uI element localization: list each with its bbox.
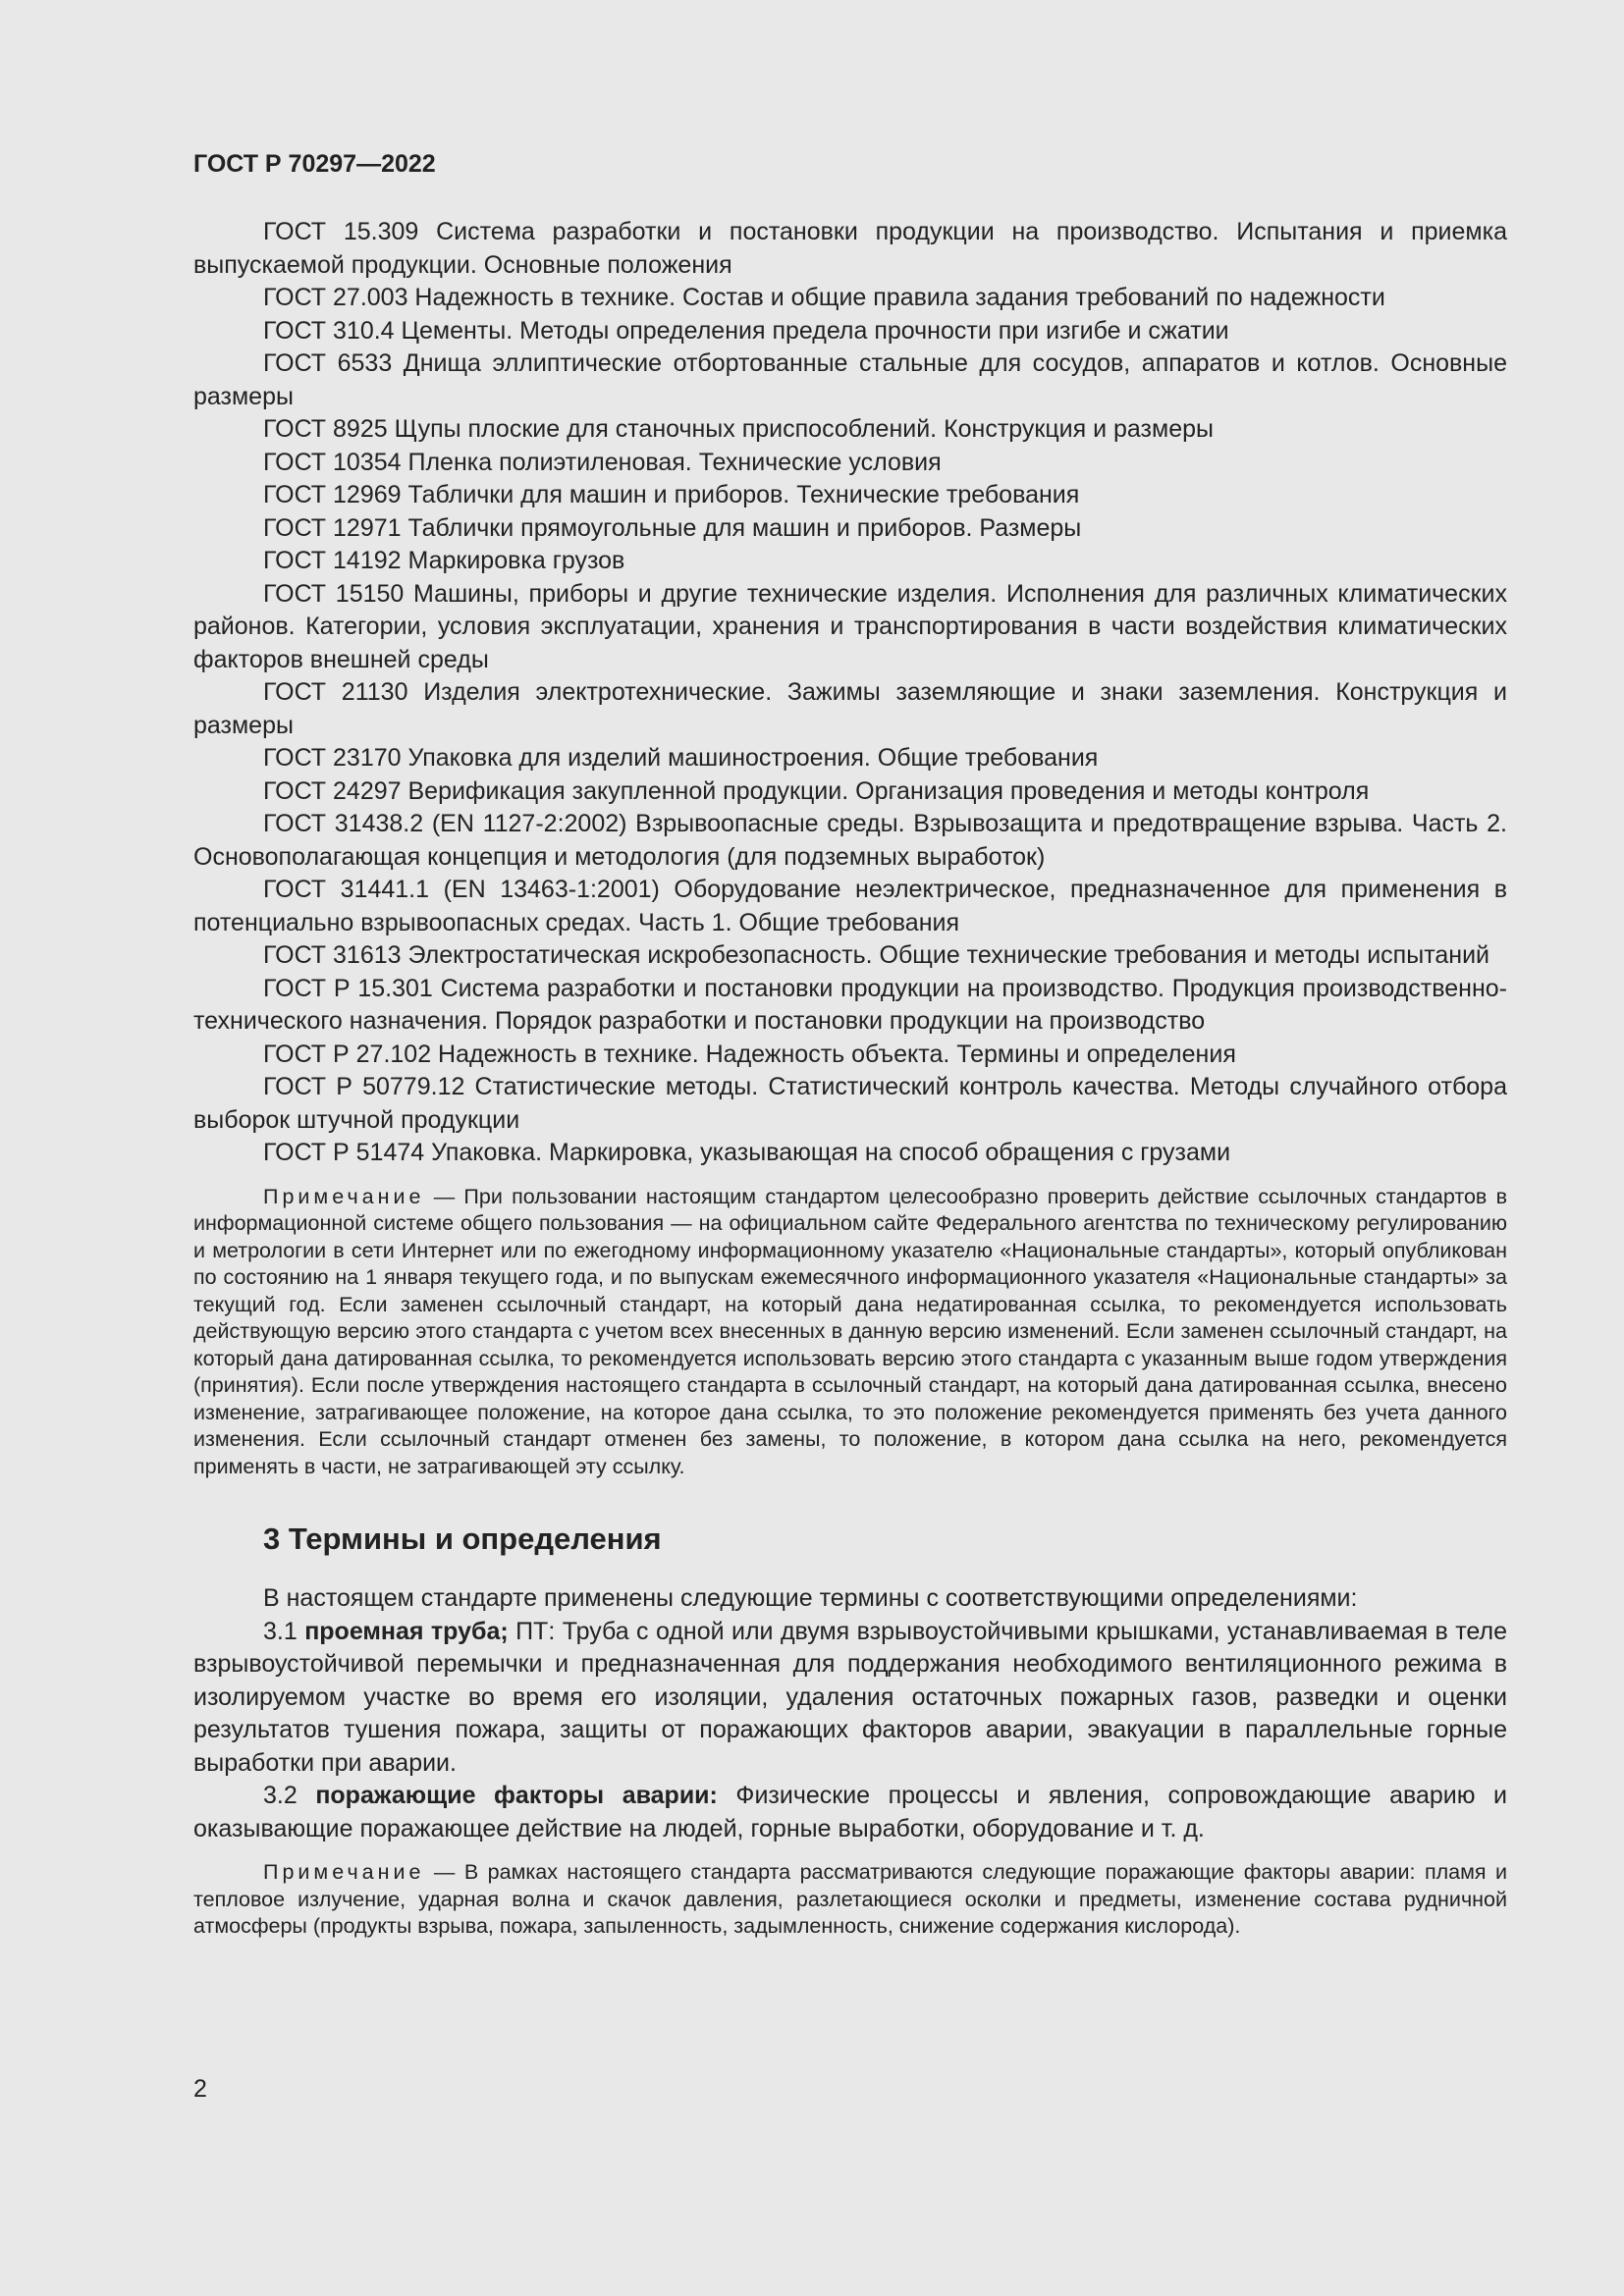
- page-number: 2: [193, 2075, 207, 2103]
- reference-item: ГОСТ 6533 Днища эллиптические отбортованные стальные для сосудов, аппаратов и котлов. Основные размеры: [193, 349, 1507, 410]
- reference-item: ГОСТ Р 15.301 Система разработки и постановки продукции на производство. Продукция производственно-технического назначения. Порядок разработки и постановки продукции на производство: [193, 974, 1507, 1035]
- term-number: 3.2: [263, 1782, 316, 1809]
- reference-item: ГОСТ 31438.2 (EN 1127-2:2002) Взрывоопасные среды. Взрывозащита и предотвращение взрыва. Часть 2. Основополагающая концепция и методология (для подземных выработок): [193, 810, 1507, 871]
- reference-item: ГОСТ 15150 Машины, приборы и другие технические изделия. Исполнения для различных климатических районов. Категории, условия эксплуатации, хранения и транспортирования в части воздействия климатических факторов внешней среды: [193, 579, 1507, 673]
- term-entry: [193, 1780, 1507, 1845]
- reference-item: ГОСТ 14192 Маркировка грузов: [263, 547, 625, 574]
- references-note: [193, 1184, 1507, 1481]
- reference-item: ГОСТ 12971 Таблички прямоугольные для машин и приборов. Размеры: [263, 513, 1082, 542]
- normative-references-list: [193, 216, 1507, 1170]
- document-page: [193, 147, 1507, 1941]
- reference-item: ГОСТ 12969 Таблички для машин и приборов. Технические требования: [263, 481, 1080, 508]
- term-number: 3.1: [263, 1617, 305, 1645]
- term-note: [193, 1859, 1507, 1941]
- reference-item: ГОСТ Р 27.102 Надежность в технике. Надежность объекта. Термины и определения: [263, 1040, 1236, 1068]
- reference-item: ГОСТ Р 50779.12 Статистические методы. Статистический контроль качества. Методы случайного отбора выборок штучной продукции: [193, 1073, 1507, 1134]
- term-definition: Физические процессы и явления, сопровождающие аварию и оказывающие поражающее действие на людей, горные выработки, оборудование и т. д.: [193, 1782, 1508, 1842]
- note-label: Примечание: [263, 1860, 425, 1884]
- term-definition: ПТ: Труба с одной или двумя взрывоустойчивыми крышками, устанавливаемая в теле взрывоустойчивой перемычки и предназначенная для поддержания необходимого вентиляционного режима в изолируемом участке во время его изоляции, удаления остаточных пожарных газов, разведки и оценки результатов тушения пожара, защиты от поражающих факторов аварии, эвакуации в параллельные горные выработки при аварии.: [193, 1617, 1507, 1777]
- reference-item: ГОСТ 27.003 Надежность в технике. Состав и общие правила задания требований по надежности: [263, 284, 1385, 311]
- terms-intro: В настоящем стандарте применены следующие термины с соответствующими определениями:: [263, 1584, 1358, 1612]
- reference-item: ГОСТ 31613 Электростатическая искробезопасность. Общие технические требования и методы испытаний: [263, 941, 1489, 969]
- reference-item: ГОСТ 8925 Щупы плоские для станочных приспособлений. Конструкция и размеры: [263, 415, 1214, 443]
- term-name: проемная труба;: [304, 1617, 509, 1645]
- reference-item: ГОСТ 310.4 Цементы. Методы определения предела прочности при изгибе и сжатии: [263, 316, 1229, 345]
- reference-item: ГОСТ 31441.1 (EN 13463-1:2001) Оборудование неэлектрическое, предназначенное для применения в потенциально взрывоопасных средах. Часть 1. Общие требования: [193, 876, 1507, 936]
- term-name: поражающие факторы аварии:: [315, 1782, 718, 1809]
- note-label: Примечание: [263, 1184, 425, 1208]
- note-text: — При пользовании настоящим стандартом целесообразно проверить действие ссылочных стандартов в информационной системе общего пользования — на официальном сайте Федерального агентства по техническому регулированию и метрологии в сети Интернет или по ежегодному информационному указателю «Национальные стандарты», который опубликован по состоянию на 1 января текущего года, и по выпускам ежемесячного информационного указателя «Национальные стандарты» за текущий год. Если заменен ссылочный стандарт, на который дана недатированная ссылка, то рекомендуется использовать действующую версию этого стандарта с учетом всех внесенных в данную версию изменений. Если заменен ссылочный стандарт, на который дана датированная ссылка, то рекомендуется использовать версию этого стандарта с указанным выше годом утверждения (принятия). Если после утверждения настоящего стандарта в ссылочный стандарт, на который дана датированная ссылка, внесено изменение, затрагивающее положение, на которое дана ссылка, то это положение рекомендуется применять без учета данного изменения. Если ссылочный стандарт отменен без замены, то положение, в котором дана ссылка на него, рекомендуется применять в части, не затрагивающей эту ссылку.: [193, 1184, 1507, 1478]
- reference-item: ГОСТ 21130 Изделия электротехнические. Зажимы заземляющие и знаки заземления. Конструкция и размеры: [193, 678, 1507, 739]
- term-entry: [193, 1616, 1507, 1781]
- section-heading: 3 Термины и определения: [263, 1522, 662, 1556]
- terms-section: [193, 1582, 1507, 1845]
- document-header: ГОСТ Р 70297—2022: [193, 150, 436, 178]
- reference-item: ГОСТ 10354 Пленка полиэтиленовая. Технические условия: [263, 448, 942, 476]
- reference-item: ГОСТ 15.309 Система разработки и постановки продукции на производство. Испытания и приемка выпускаемой продукции. Основные положения: [193, 218, 1507, 279]
- reference-item: ГОСТ 23170 Упаковка для изделий машиностроения. Общие требования: [263, 744, 1099, 772]
- reference-item: ГОСТ 24297 Верификация закупленной продукции. Организация проведения и методы контроля: [263, 776, 1370, 805]
- note-text: — В рамках настоящего стандарта рассматриваются следующие поражающие факторы аварии: пламя и тепловое излучение, ударная волна и скачок давления, разлетающиеся осколки и предметы, изменение состава рудничной атмосферы (продукты взрыва, пожара, запыленность, задымленность, снижение содержания кислорода).: [193, 1860, 1507, 1938]
- reference-item: ГОСТ Р 51474 Упаковка. Маркировка, указывающая на способ обращения с грузами: [263, 1139, 1231, 1166]
